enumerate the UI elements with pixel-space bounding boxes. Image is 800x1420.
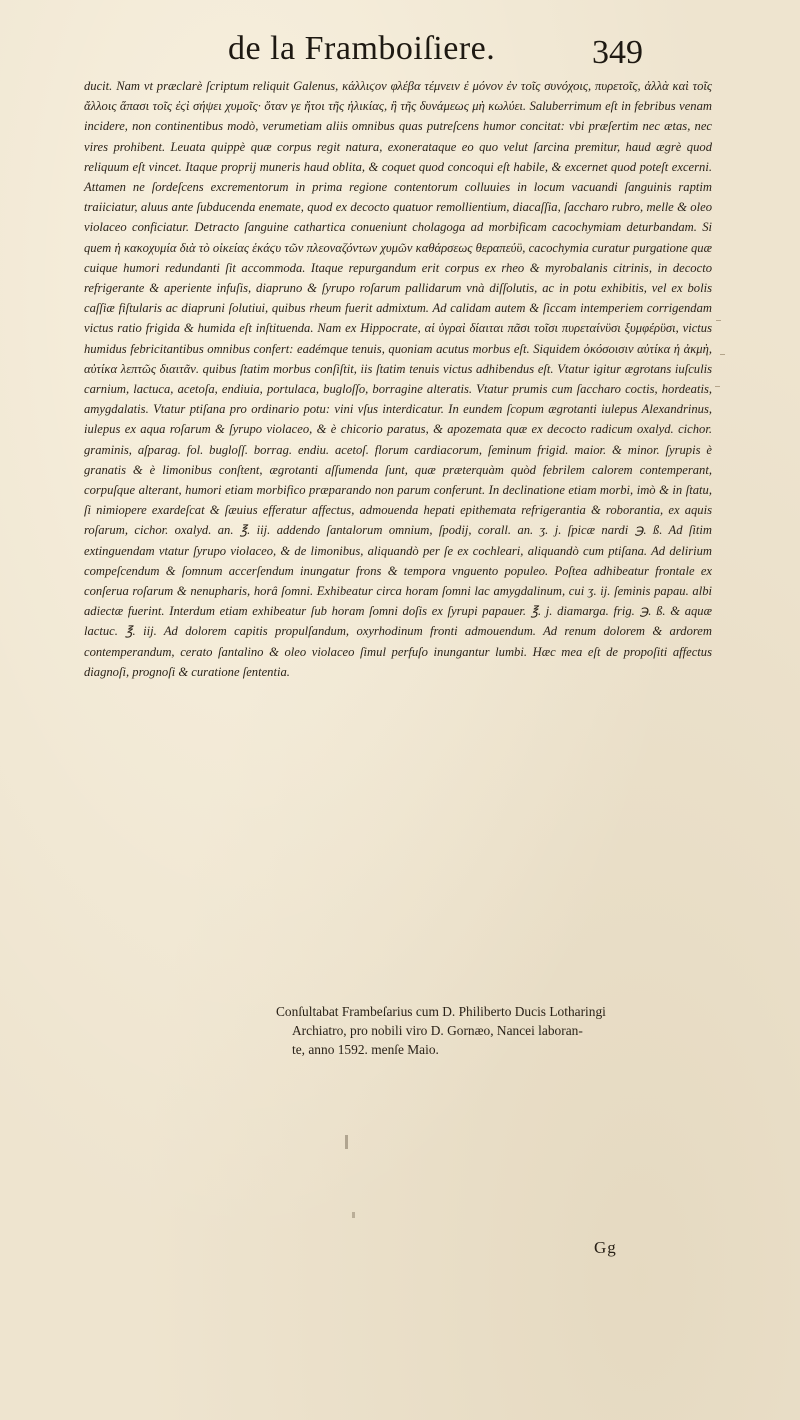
signature-block — [276, 1002, 716, 1059]
signature-line-1: Conſultabat Frambeſarius cum D. Philiberto Ducis Lotharingi — [276, 1004, 606, 1019]
signature-line-2: Archiatro, pro nobili viro D. Gornæo, Nancei laboran- — [292, 1023, 583, 1038]
ink-speck — [345, 1135, 348, 1149]
margin-marks — [714, 316, 734, 396]
signature-mark-gg: Gg — [594, 1238, 617, 1257]
signature-line-3: te, anno 1592. menſe Maio. — [292, 1042, 439, 1057]
ink-speck — [352, 1212, 355, 1218]
consultation-paragraph: ducit. Nam vt præclarè ſcriptum reliquit Galenus, κάλλιϛον φλέβα τέμνειν ἐ μόνον ἐν τοῖς συνόχοις, πυρετοῖς, ἀλλὰ καὶ τοῖς ἄλλοις ἅπασι τοῖς ἐϛὶ σήψει χυμοῖς· ὅταν γε ἤτοι τῆς ἡλικίας, ἢ τῆς δυνάμεως μὴ κωλύει. Saluberrimum eſt in febribus venam incidere, non continentibus modò, verumetiam aliis omnibus quas putreſcens humor concitat: vbi præſertim nec ætas, nec vires prohibent. Leuata quippè quæ corpus regit natura, exonerataque eo quo velut ſarcina premitur, haud ægrè quod reliquum eſt vincet. Itaque proprij muneris haud oblita, & coquet quod concoqui eſt habile, & excernet quod poteſt excerni. Attamen ne ſordeſcens excrementorum in prima regione contentorum colluuies in locum vacuandi ſanguinis raptim traiiciatur, aluus ante ſubducenda enemate, quod ex decocto quatuor remollientium, diacaſſia, ſaccharo rubro, melle & oleo violaceo conficiatur. Detracto ſanguine cathartica conueniunt cholagoga ad morbificam cacochymiam deturbandam. Si quem ἡ κακοχυμία διὰ τὸ οἰκείας ἑκάϛυ τῶν πλεοναζόντων χυμῶν καθάρσεως θεραπεύϋ, cacochymia curatur purgatione quæ cuique humori redundanti ſit accommoda. Itaque repurgandum erit corpus ex rheo & myrobalanis citrinis, in decocto refrigerante & aperiente infuſis, diapruno & ſyrupo roſarum pallidarum vnà diſſolutis, ac in potu exhibitis, vel ex bolis caſſiæ fiſtularis ac diapruni ſolutiui, quibus rheum fuerit admixtum. Ad calidam autem & ſiccam intemperiem corrigendam victus ratio frigida & humida eſt inſtituenda. Nam ex Hippocrate, αἱ ὑγραὶ δίαιται πᾶσι τοῖσι πυρεταίνϋσι ξυμφέρϋσι, victus humidus febricitantibus omnibus confert: eadémque tenuis, quoniam acutus morbus eſt. Siquidem ὁκόσοισιν αὐτίκα ἡ ἀκμὴ, αὐτίκα λεπτῶς διαιτᾶν. quibus ſtatim morbus conſiſtit, iis ſtatim tenuis victus adhibendus eſt. Vtatur igitur ægrotans iuſculis carnium, lactuca, acetoſa, endiuia, portulaca, bugloſſo, borragine alteratis. Vtatur prumis cum ſaccharo coctis, hordeatis, amygdalatis. Vtatur ptiſana pro ordinario potu: vini vſus interdicatur. In eundem ſcopum ægrotanti iulepus Alexandrinus, iulepus ex aqua roſarum & ſyrupo violaceo, & è chicorio paratus, & apozemata quæ ex decocto radicum oxalyd. cichor. graminis, aſparag. fol. bugloſſ. borrag. endiu. acetoſ. florum cardiacorum, ſeminum frigid. maior. & minor. ſyrupis è granatis & è limonibus conſtent, ægrotanti aſſumenda ſunt, quæ præterquàm quòd febrilem calorem contemperant, corpuſque alterant, humori etiam morbifico præparando non parum conferunt. In declinatione etiam morbi, imò & in ſtatu, ſi nimiopere exardeſcat & ſæuius efferatur affectus, admouenda hepati epithemata refrigerantia & roborantia, ex aquis roſarum, cichor. oxalyd. an. ℥. iij. addendo ſantalorum omnium, ſpodij, corall. an. ʒ. j. ſpicæ nardi ℈. ß. Ad ſitim extinguendam vtatur ſyrupo violaceo, & de limonibus, aliquandò per ſe ex cochleari, aliquandò cum ptiſana. Ad delirium compeſcendum & ſomnum accerſendum inungatur frons & tempora vnguento populeo. Poſtea adhibeatur frontale ex conſerua roſarum & nenupharis, horâ ſomni. Exhibeatur circa horam ſomni lac amygdalinum, cui ʒ. ij. ſeminis papau. albi adiectæ fuerint. Interdum etiam exhibeatur ſub horam ſomni doſis ex ſyrupi papauer. ℥. j. diamarga. frig. ℈. ß. & aquæ lactuc. ℥. iij. Ad dolorem capitis propulſandum, oxyrhodinum fronti admouendum. Ad renum dolorem & ardorem contemperandum, cerato ſantalino & oleo violaceo ſimul perfuſo inungantur lumbi. Hæc mea eſt de propoſiti affectus diagnoſi, prognoſi & curatione ſententia. — [84, 79, 712, 679]
running-title: de la Framboiſiere. — [228, 30, 496, 67]
page-header — [0, 26, 800, 76]
page-number: 349 — [592, 34, 643, 71]
main-text-block — [84, 76, 712, 682]
